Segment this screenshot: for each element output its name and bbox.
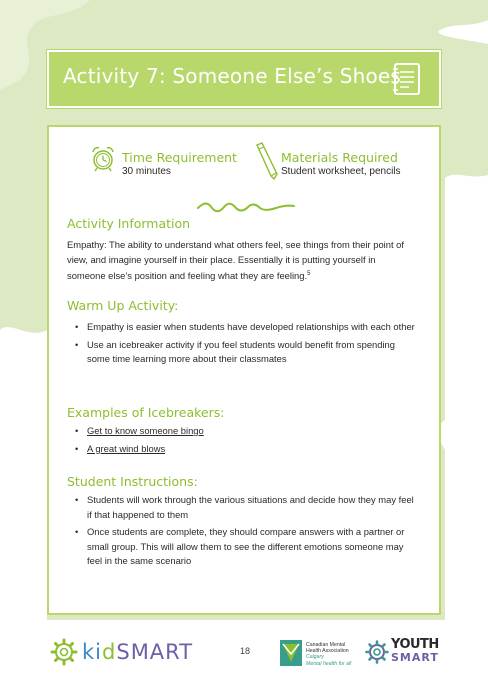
activity-info-line-3: someone else’s position and feeling what they are feeling. bbox=[67, 270, 308, 282]
materials-required-title: Materials Required bbox=[281, 150, 398, 165]
icebreakers-heading: Examples of Icebreakers: bbox=[67, 405, 225, 420]
cmha-mark-icon bbox=[280, 640, 302, 666]
pencil-icon bbox=[254, 141, 280, 181]
gear-icon bbox=[50, 638, 78, 666]
icebreakers-list bbox=[75, 424, 415, 459]
list-item: • Once students are complete, they should compare answers with a partner or small group. This will allow them to see the different emotions someone may feel in the same scenario bbox=[75, 525, 415, 569]
activity-info-heading: Activity Information bbox=[67, 216, 191, 231]
youthsmart-wordmark: YOUTH SMART bbox=[391, 637, 439, 664]
kidsmart-wordmark: kidSMART bbox=[82, 640, 194, 664]
instructions-heading: Student Instructions: bbox=[67, 474, 198, 489]
materials-required-value: Student worksheet, pencils bbox=[281, 166, 401, 177]
time-requirement-value: 30 minutes bbox=[122, 166, 171, 177]
squiggle-divider bbox=[196, 200, 296, 214]
gear-icon bbox=[365, 640, 389, 664]
list-item bbox=[75, 424, 415, 439]
list-item bbox=[75, 442, 415, 457]
materials-required bbox=[281, 150, 401, 177]
page-number: 18 bbox=[240, 646, 251, 656]
list-item: • Use an icebreaker activity if you feel students would benefit from spending some time learning more about their classmates bbox=[75, 338, 415, 367]
alarm-clock-icon bbox=[88, 143, 118, 173]
kidsmart-logo bbox=[50, 638, 210, 668]
title-banner bbox=[47, 50, 441, 108]
warm-up-heading: Warm Up Activity: bbox=[67, 298, 179, 313]
cmha-text: Canadian Mental Health Association Calgary Mental health for all bbox=[306, 642, 352, 667]
footnote-marker: 5 bbox=[307, 271, 311, 277]
warm-up-list bbox=[75, 320, 415, 370]
page-title: Activity 7: Someone Else’s Shoes bbox=[63, 64, 402, 88]
instructions-list bbox=[75, 493, 415, 572]
activity-info-line-1: Empathy: The ability to understand what others feel, see things from their point of bbox=[67, 239, 404, 250]
icebreaker-link-wind[interactable]: A great wind blows bbox=[87, 442, 166, 454]
time-requirement bbox=[122, 150, 237, 177]
notebook-icon bbox=[389, 59, 425, 99]
time-requirement-title: Time Requirement bbox=[122, 150, 237, 165]
list-item: • Students will work through the various situations and decide how they may feel if that happened to them bbox=[75, 493, 415, 522]
cmha-logo bbox=[280, 640, 360, 668]
list-item: • Empathy is easier when students have developed relationships with each other bbox=[75, 320, 415, 335]
activity-info-paragraph bbox=[67, 238, 423, 284]
footer bbox=[0, 628, 488, 673]
icebreaker-link-bingo[interactable]: Get to know someone bingo bbox=[87, 425, 204, 436]
activity-info-line-2: view, and imagine yourself in their place. Essentially it is putting yourself in bbox=[67, 253, 376, 265]
youthsmart-logo bbox=[365, 638, 445, 668]
